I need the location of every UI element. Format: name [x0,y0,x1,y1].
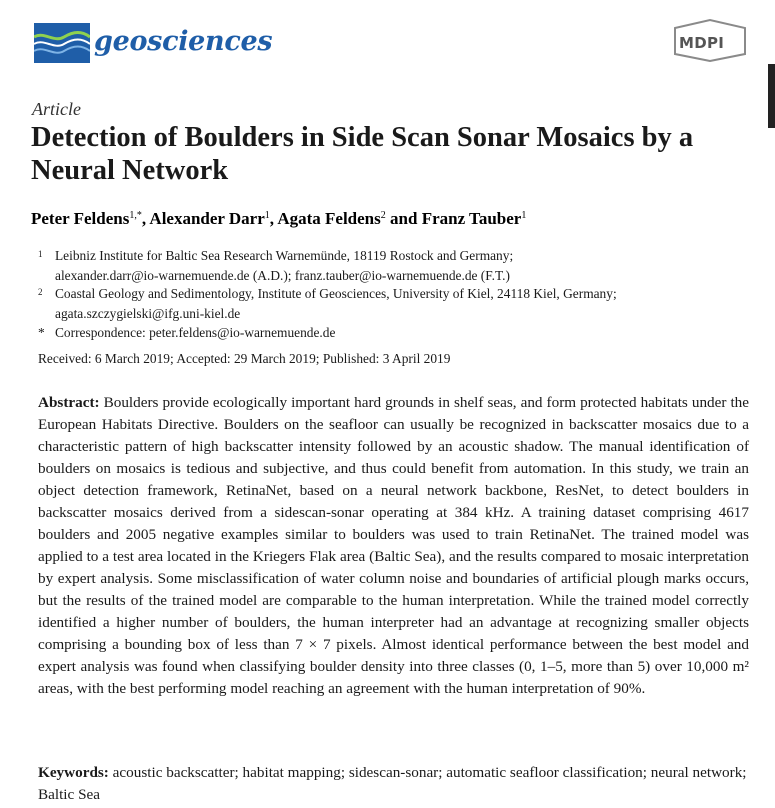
author-affiliation-mark: 2 [380,210,386,221]
abstract-label: Abstract: [38,394,100,411]
affiliation-email-line: alexander.darr@io-warnemuende.de (A.D.); franz.tauber@io-warnemuende.de (F.T.) [55,268,510,283]
author-name: Agata Feldens [277,209,381,228]
author-list [31,209,526,229]
keywords-label: Keywords: [38,764,109,781]
publication-dates: Received: 6 March 2019; Accepted: 29 March 2019; Published: 3 April 2019 [38,351,451,366]
journal-logo [34,18,273,70]
article-type: Article [32,99,81,119]
correspondence-line: Correspondence: peter.feldens@io-warnemuende.de [55,325,336,340]
correspondence-mark: * [38,325,45,340]
keywords-text: acoustic backscatter; habitat mapping; sidescan-sonar; automatic seafloor classification; neural network; Baltic Sea [38,764,747,803]
author-name: Alexander Darr [149,209,265,228]
waves-logo-icon [34,23,90,63]
page-edge-marker [768,64,775,128]
journal-name: geosciences [94,26,273,57]
affiliation-email-line: agata.szczygielski@ifg.uni-kiel.de [55,306,241,321]
publisher-name: MDPI [679,34,725,52]
publisher-logo [672,18,748,62]
author-name: Peter Feldens [31,209,130,228]
article-title: Detection of Boulders in Side Scan Sonar Mosaics by a Neural Network [31,122,694,186]
author-name: Franz Tauber [421,209,522,228]
affiliation-number: 1 [38,249,43,259]
author-separator: and [385,209,422,228]
author-affiliation-mark: 1,* [129,210,142,221]
keywords [38,762,749,806]
author-separator: , [269,209,278,228]
author-affiliation-mark: 1 [521,210,527,221]
author-separator: , [141,209,150,228]
affiliation-line: Leibniz Institute for Baltic Sea Research Warnemünde, 18119 Rostock and Germany; [55,248,514,263]
affiliation-line: Coastal Geology and Sedimentology, Institute of Geosciences, University of Kiel, 24118 Kiel, Germany; [55,286,617,301]
abstract [38,392,749,700]
author-affiliation-mark: 1 [264,210,270,221]
affiliation-number: 2 [38,287,43,297]
abstract-text: Boulders provide ecologically important hard grounds in shelf seas, and form protected habitats under the European Habitats Directive. Boulders on the seafloor can usually be recognized in backscatter mosaics due to a characteristic pattern of high backscatter intensity followed by an acoustic shadow. The manual identification of boulders on mosaics is tedious and subjective, and thus could benefit from automation. In this study, we train an object detection framework, RetinaNet, based on a neural network backbone, ResNet, to detect boulders in backscatter mosaics derived from a sidescan-sonar operating at 384 kHz. A training dataset comprising 4617 boulders and 2005 negative examples similar to boulders was used to train RetinaNet. The trained model was applied to a test area located in the Kriegers Flak area (Baltic Sea), and the results compared to mosaic interpretation by expert analysis. Some misclassification of water column noise and boundaries of artificial plough marks occurs, but the results of the trained model are comparable to the human interpretation. While the trained model correctly identified a higher number of boulders, the human interpreter had an advantage at recognizing smaller objects comprising a bounding box of less than 7 × 7 pixels. Almost identical performance between the best model and expert analysis was found when classifying boulder density into three classes (0, 1–5, more than 5) over 10,000 m² areas, with the best performing model reaching an agreement with the human interpretation of 90%. [38,394,749,697]
